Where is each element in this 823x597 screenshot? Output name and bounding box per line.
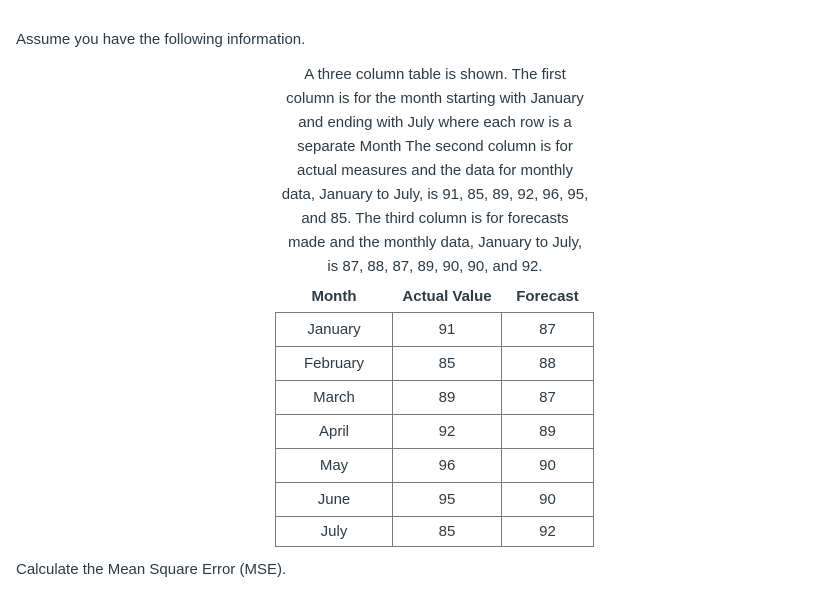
- caption-line: made and the monthly data, January to July,: [287, 234, 583, 251]
- caption-line: column is for the month starting with January: [286, 90, 584, 107]
- actual-value-column-header: Actual Value: [402, 288, 492, 305]
- forecast-cell: 87: [502, 381, 594, 415]
- caption-line: separate Month The second column is for: [297, 138, 573, 155]
- table-row: [276, 381, 594, 415]
- actual-value-cell: 89: [393, 381, 502, 415]
- table-caption: [270, 63, 600, 279]
- month-cell: June: [276, 483, 393, 517]
- forecast-cell: 89: [502, 415, 594, 449]
- forecast-cell: 92: [502, 517, 594, 547]
- question-text: Calculate the Mean Square Error (MSE).: [16, 561, 287, 578]
- forecast-cell: 88: [502, 347, 594, 381]
- month-cell: April: [276, 415, 393, 449]
- table-header-row: [276, 281, 594, 313]
- actual-value-cell: 96: [393, 449, 502, 483]
- caption-line: and 85. The third column is for forecasts: [301, 210, 569, 227]
- actual-value-cell: 85: [393, 347, 502, 381]
- forecast-column-header: Forecast: [516, 288, 579, 305]
- forecast-cell: 90: [502, 449, 594, 483]
- month-column-header: Month: [311, 288, 357, 305]
- caption-line: data, January to July, is 91, 85, 89, 92, 96, 95,: [281, 186, 589, 203]
- caption-line: A three column table is shown. The first: [304, 66, 566, 83]
- month-cell: March: [276, 381, 393, 415]
- table-row: [276, 313, 594, 347]
- month-cell: January: [276, 313, 393, 347]
- caption-line: actual measures and the data for monthly: [297, 162, 573, 179]
- data-table: [275, 281, 594, 547]
- month-cell: May: [276, 449, 393, 483]
- actual-value-cell: 91: [393, 313, 502, 347]
- table-row: [276, 347, 594, 381]
- actual-value-cell: 92: [393, 415, 502, 449]
- month-cell: February: [276, 347, 393, 381]
- table-row: [276, 449, 594, 483]
- month-cell: July: [276, 517, 393, 547]
- forecast-cell: 90: [502, 483, 594, 517]
- table-row: [276, 483, 594, 517]
- actual-value-cell: 85: [393, 517, 502, 547]
- caption-line: and ending with July where each row is a: [298, 114, 572, 131]
- caption-line: is 87, 88, 87, 89, 90, 90, and 92.: [327, 258, 543, 275]
- forecast-cell: 87: [502, 313, 594, 347]
- actual-value-cell: 95: [393, 483, 502, 517]
- table-row: [276, 517, 594, 547]
- intro-text: Assume you have the following information.: [16, 31, 306, 48]
- table-row: [276, 415, 594, 449]
